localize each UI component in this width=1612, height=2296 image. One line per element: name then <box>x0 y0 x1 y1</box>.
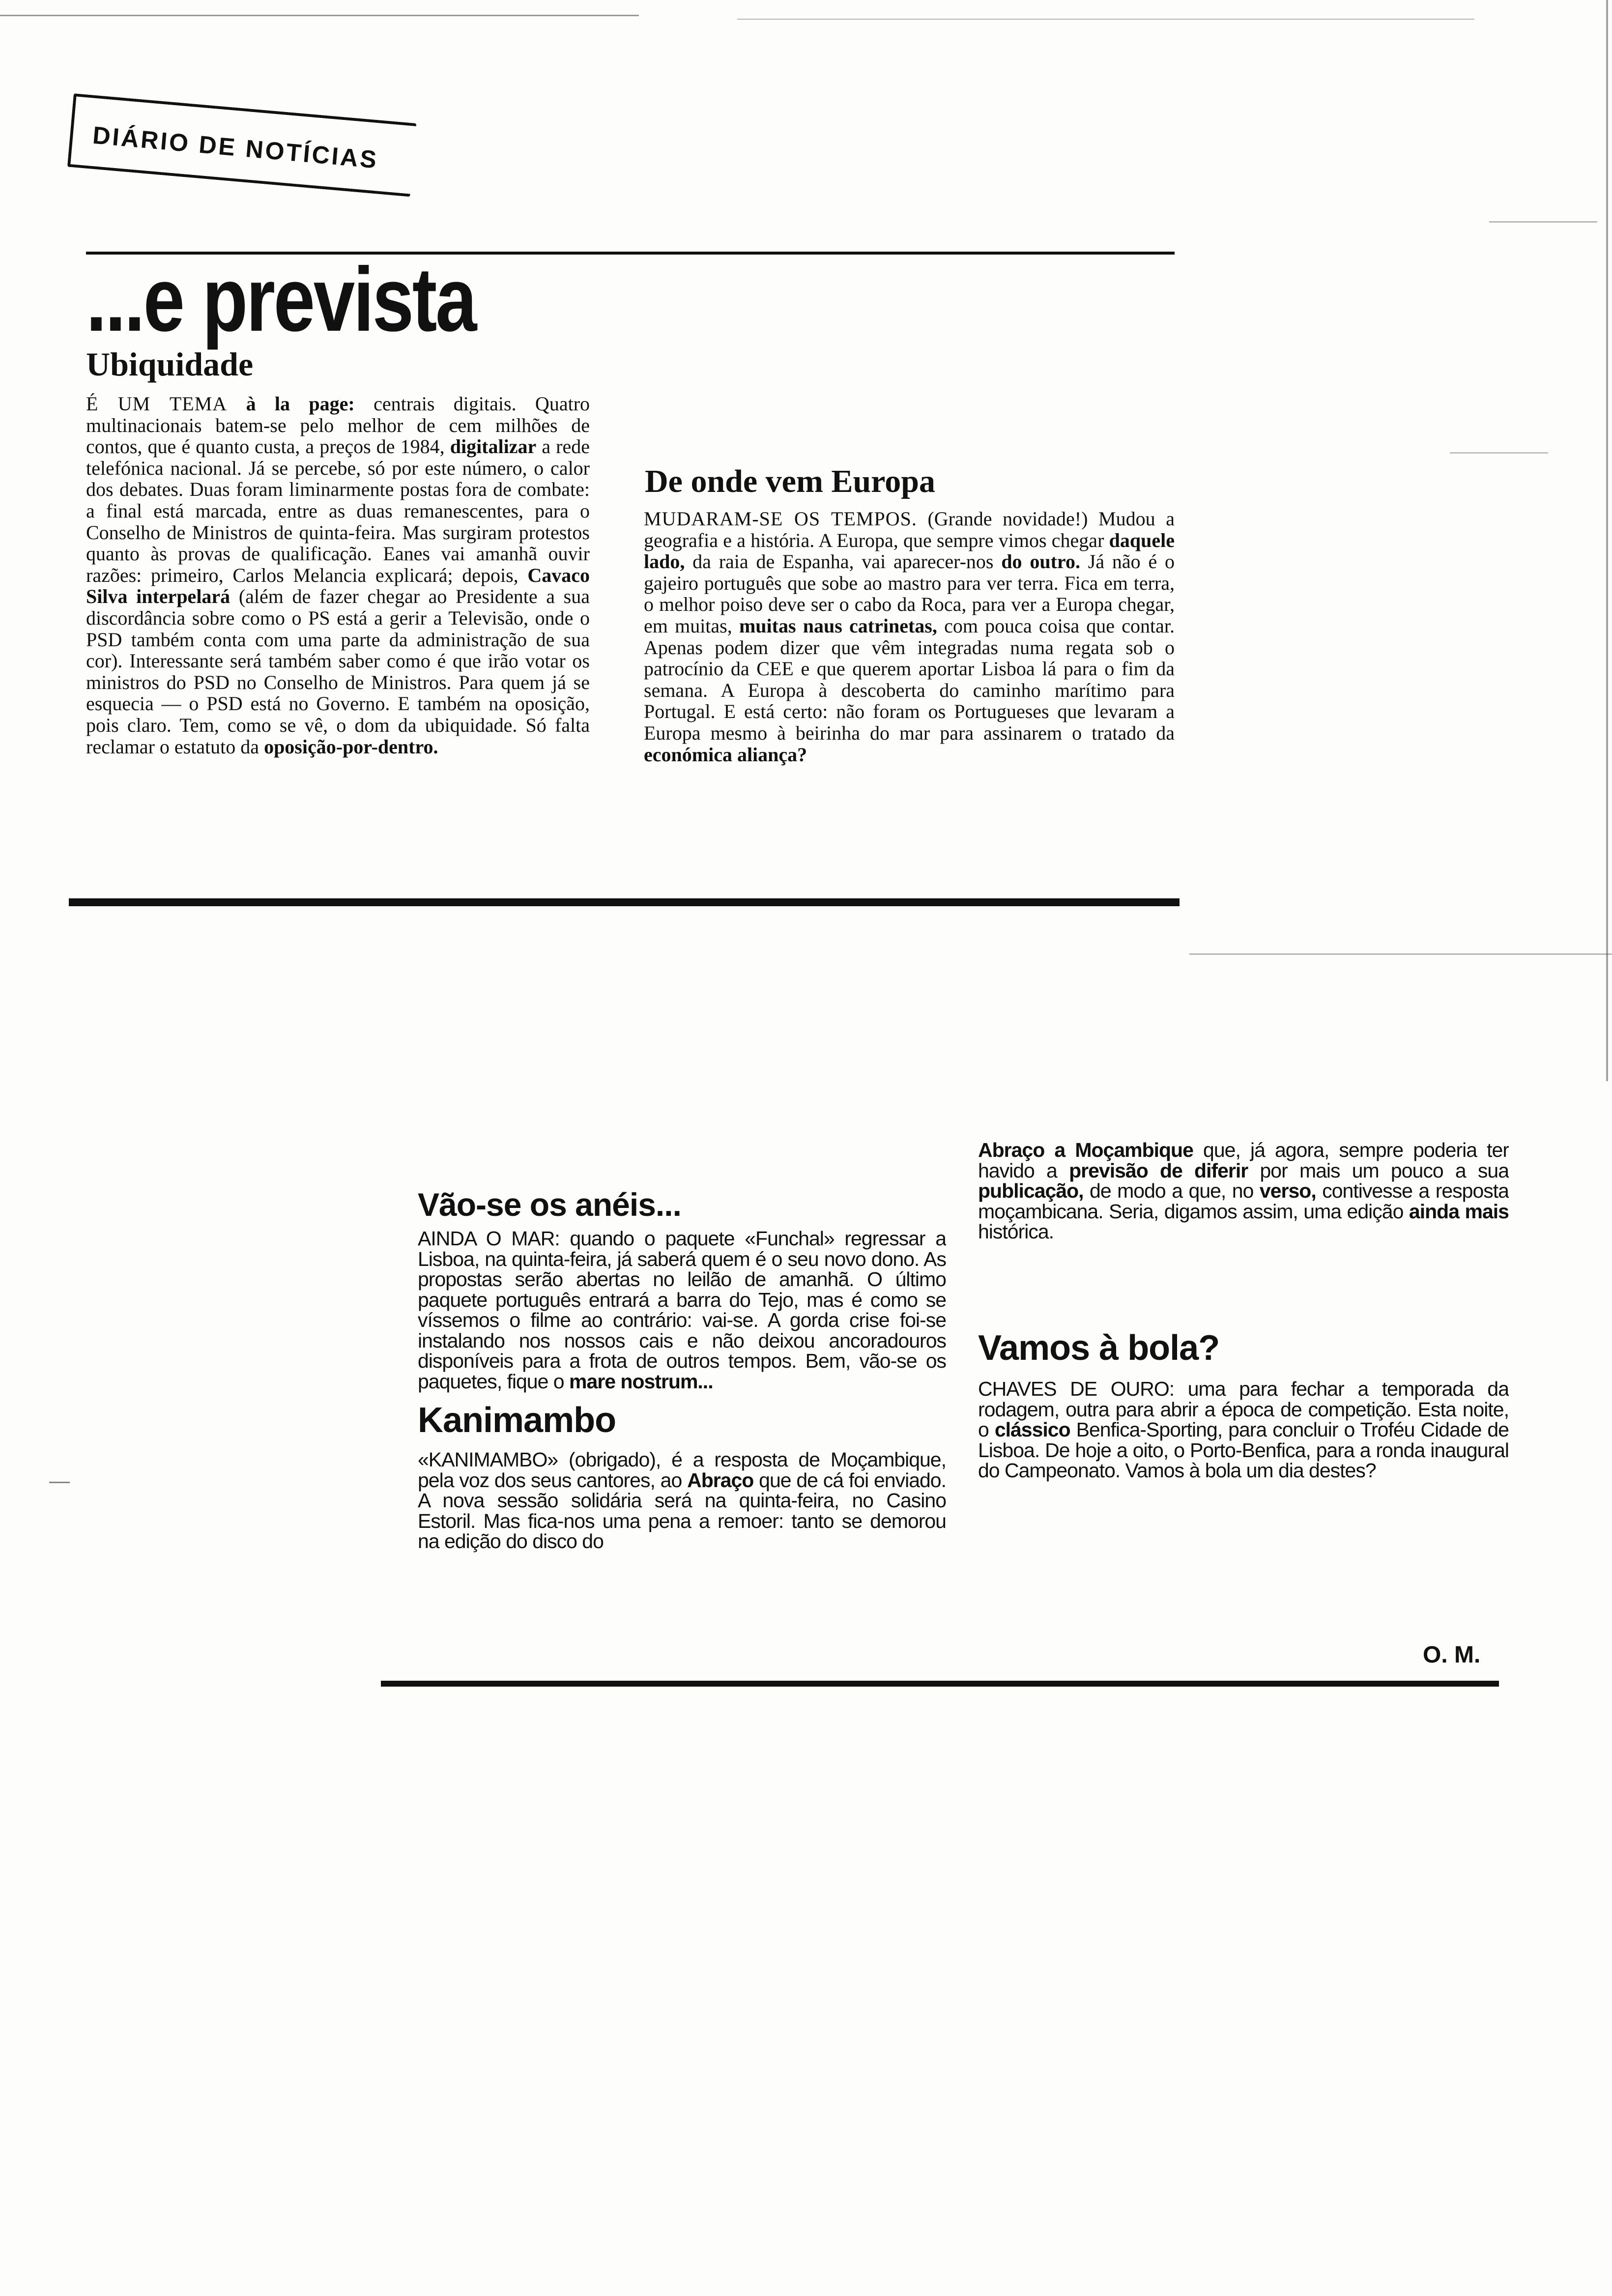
text-daquele-lado: daquele lado, <box>644 529 1175 573</box>
text-abraco: Abraço <box>687 1468 754 1492</box>
spacer-europa-tail <box>418 1140 946 1183</box>
text-europa-1: (Grande novidade!) Mudou a geografia e a história. A Europa, que sempre vimos chegar <box>644 508 1175 551</box>
scan-mark-top-2 <box>737 19 1474 20</box>
upper-bottom-rule <box>69 898 1180 906</box>
column-bola <box>978 1140 1509 1681</box>
text-aneis-1: AINDA O MAR: quando o paquete «Funchal» regressar a Lisboa, na quinta-feira, já saberá quem é o seu novo dono. As propostas serão abertas no leilão de amanhã. O último paquete português entrará a barra do Tejo, mas é como se víssemos o filme ao contrário: vai-se. A gorda crise foi-se instalando nos nossos cais e não deixou ancoradouros disponíveis para a frota de outros tempos. Bem, vão-se os paquetes, fique o <box>418 1227 946 1393</box>
text-ubiquidade-4: a rede telefónica nacional. Já se percebe, só por este número, o calor dos debates. Duas foram liminarmente postas fora de combate: a final está marcada, entre as duas remanescentes, para o Conselho de Ministros de quinta-feira. Mas surgiram protestos quanto às provas de qualificação. Eanes vai amanhã ouvir razões: primeiro, Carlos Melancia explicará; depois, <box>86 435 590 586</box>
text-kanimambo-5: que, já agora, sempre poderia ter havido a <box>978 1140 1509 1182</box>
section-title-bola: Vamos à bola? <box>978 1328 1220 1368</box>
text-oposicao-por-dentro: oposição-por-dentro. <box>264 735 438 758</box>
text-mare-nostrum: mare nostrum... <box>569 1370 713 1393</box>
paragraph-bola <box>978 1379 1509 1481</box>
scan-mark-top <box>0 15 639 16</box>
paragraph-kanimambo-continued <box>978 1140 1509 1317</box>
text-ubiquidade-7: (além de fazer chegar ao Presidente a sua discordância sobre como o PS está a gerir a Televisão, onde o PSD também conta com uma parte da administração de sua cor). Interessante será também saber como é que irão votar os ministros do PSD no Conselho de Ministros. Para quem já se esquecia — o PSD está no Governo. E também na oposição, pois claro. Tem, como se vê, o dom da ubiquidade. Só falta reclamar o estatuto da <box>86 585 590 758</box>
spacer-continuation <box>644 344 1175 462</box>
text-interpelara: interpelará <box>136 585 230 608</box>
text-digitalizar: digitalizar <box>450 435 537 458</box>
text-europa-3: da raia de Espanha, vai aparecer-nos <box>685 550 994 573</box>
text-kanimambo-11: contivesse a resposta moçambicana. Seria, digamos assim, uma edição <box>978 1179 1509 1223</box>
column-aneis <box>418 1140 946 1681</box>
text-kanimambo-3: que de cá foi enviado. A nova sessão solidária será na quinta-feira, no Casino Estoril. Mas fica-nos uma pena a remoer: tanto se demorou na edição do disco do <box>418 1468 946 1552</box>
paragraph-kanimambo <box>418 1450 946 1552</box>
lead-europa: MUDARAM-SE OS TEMPOS. <box>644 508 917 530</box>
section-title-aneis: Vão-se os anéis... <box>418 1186 681 1223</box>
text-europa-7: com pouca coisa que contar. Apenas podem dizer que vêm integradas numa regata sob o patrocínio da CEE e que querem aportar Lisboa lá para o fim da semana. A Europa à descoberta do caminho marítimo para Portugal. E está certo: não foram os Portugueses que levaram a Europa mesmo à beirinha do mar para assinarem o tratado da <box>644 614 1175 744</box>
scan-mark-right-dash <box>1489 221 1597 223</box>
masthead-stamp-text: DIÁRIO DE NOTÍCIAS <box>91 121 380 174</box>
text-verso: verso, <box>1259 1179 1316 1202</box>
text-a-la-page: à la page: <box>246 393 355 415</box>
scan-mark-left <box>49 1482 70 1483</box>
scan-mark-right-edge <box>1606 0 1608 1081</box>
signature: O. M. <box>1423 1642 1481 1668</box>
text-do-outro: do outro. <box>1001 550 1080 573</box>
scan-mark-mid-right <box>1189 953 1612 955</box>
text-economica-alianca: económica aliança? <box>644 743 807 766</box>
paragraph-europa <box>644 508 1175 765</box>
lower-bottom-rule <box>381 1681 1499 1687</box>
text-kanimambo-13: histórica. <box>978 1220 1054 1243</box>
column-ubiquidade <box>86 393 590 877</box>
section-title-ubiquidade: Ubiquidade <box>86 345 254 383</box>
text-kanimambo-9: de modo a que, no <box>1083 1179 1254 1202</box>
text-classico: clássico <box>994 1418 1070 1441</box>
text-ubiquidade-2: centrais digitais. Quatro multinacionais batem-se pelo melhor de cem milhões de contos, que é quanto custa, a preços de 1984, <box>86 393 590 458</box>
text-publicacao: publicação, <box>978 1179 1084 1202</box>
headline: ...e prevista <box>86 249 476 350</box>
text-abraco-a-mocambique: Abraço a Moçambique <box>978 1140 1193 1161</box>
text-kanimambo-7: por mais um pouco a sua <box>1248 1159 1509 1182</box>
lead-ubiquidade: É UM TEMA <box>86 393 228 415</box>
text-ainda-mais: ainda mais <box>1409 1200 1509 1223</box>
text-muitas-naus-catrinetas: muitas naus catrinetas, <box>739 614 937 637</box>
paragraph-aneis <box>418 1229 946 1392</box>
text-bola-3: Benfica-Sporting, para concluir o Troféu Cidade de Lisboa. De hoje a oito, o Porto-Benfica, para a ronda inaugural do Campeonato. Vamos à bola um dia destes? <box>978 1418 1509 1482</box>
text-previsao-de-diferir: previsão de diferir <box>1069 1159 1248 1182</box>
column-europa <box>644 344 1175 875</box>
scan-mark-right-dash-2 <box>1450 452 1548 454</box>
section-title-europa: De onde vem Europa <box>645 463 935 499</box>
paragraph-ubiquidade <box>86 393 590 757</box>
text-kanimambo-1: «KANIMAMBO» (obrigado), é a resposta de Moçambique, pela voz dos seus cantores, ao <box>418 1448 946 1492</box>
text-cavaco-silva: Cavaco Silva <box>86 564 590 608</box>
text-bola-1: CHAVES DE OURO: uma para fechar a temporada da rodagem, outra para abrir a época de competição. Esta noite, o <box>978 1378 1509 1441</box>
text-europa-5: Já não é o gajeiro português que sobe ao mastro para ver terra. Fica em terra, o melhor poiso deve ser o cabo da Roca, para ver a Europa chegar, em muitas, <box>644 550 1175 637</box>
section-title-kanimambo: Kanimambo <box>418 1401 616 1440</box>
masthead-stamp <box>67 93 416 197</box>
